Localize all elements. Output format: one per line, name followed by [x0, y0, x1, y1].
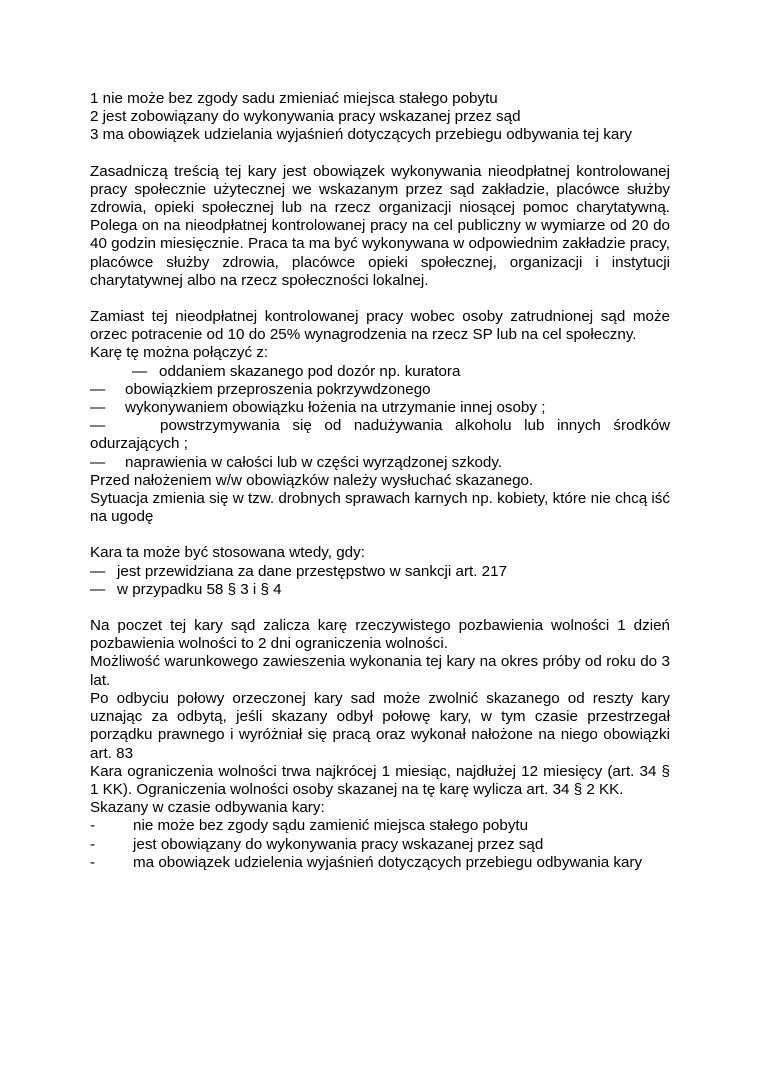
dash-bullet: — [90, 380, 106, 398]
combine-intro: Karę tę można połączyć z: [90, 344, 269, 362]
combine-item-text: wykonywaniem obowiązku łożenia na utrzymanie innej osoby ; [125, 399, 546, 417]
combine-item-text: oddaniem skazanego pod dozór np. kuratora [159, 362, 461, 380]
when-item [90, 581, 670, 599]
dash-bullet: — [90, 453, 106, 471]
when-intro: Kara ta może być stosowana wtedy, gdy: [90, 544, 365, 562]
during-item [90, 836, 670, 854]
during-intro: Skazany w czasie odbywania kary: [90, 799, 325, 817]
intro-line-3: 3 ma obowiązek udzielania wyjaśnień dotyczących przebiegu odbywania tej kary [90, 126, 632, 144]
combine-item [90, 417, 670, 435]
when-item-text: jest przewidziana za dane przestępstwo w sankcji art. 217 [117, 562, 508, 580]
paragraph-deduction: Zamiast tej nieodpłatnej kontrolowanej pracy wobec osoby zatrudnionej sąd może orzec potracenie od 10 do 25% wynagrodzenia na rzecz SP lub na cel społeczny. [90, 308, 670, 344]
dash-bullet: — [90, 580, 106, 598]
during-item [90, 817, 670, 835]
combine-item-text: powstrzymywania się od nadużywania alkoholu lub innych środków [160, 417, 670, 435]
paragraph-essence: Zasadniczą treścią tej kary jest obowiązek wykonywania nieodpłatnej kontrolowanej pracy społecznie użytecznej we wskazanym przez sąd zakładzie, placówce służby zdrowia, opieki społecznej lub na rzecz organizacji niosącej pomoc charytatywną. Polega on na nieodpłatnej kontrolowanej pracy na cel publiczny w wymiarze od 20 do 40 godzin miesięcznie. Praca ta ma być wykonywana w odpowiednim zakładzie pracy, placówce służby zdrowia, placówce opieki społecznej, organizacji i instytucji charytatywnej albo na rzecz społeczności lokalnej. [90, 162, 670, 289]
dash-bullet: — [90, 562, 106, 580]
combine-item [90, 454, 670, 472]
combine-item [90, 363, 670, 381]
dash-bullet: — [90, 417, 106, 435]
dash-bullet: — [132, 362, 148, 380]
combine-item-text: obowiązkiem przeproszenia pokrzywdzonego [125, 380, 431, 398]
combine-item-text: naprawienia w całości lub w części wyrządzonej szkody. [125, 453, 503, 471]
paragraph-situation: Sytuacja zmienia się w tzw. drobnych sprawach karnych np. kobiety, które nie chcą iść na ugodę [90, 490, 670, 526]
combine-item-continuation: odurzających ; [90, 435, 188, 453]
paragraph-release: Po odbyciu połowy orzeczonej kary sad może zwolnić skazanego od reszty kary uznając za odbytą, jeśli skazany odbył połowę kary, w tym czasie przestrzegał porządku prawnego i wyróżniał się pracą oraz wykonał nałożone na niego obowiązki art. 83 [90, 689, 670, 762]
paragraph-credit: Na poczet tej kary sąd zalicza karę rzeczywistego pozbawienia wolności 1 dzień pozbawienia wolności to 2 dni ograniczenia wolności. [90, 617, 670, 653]
paragraph-suspension: Możliwość warunkowego zawieszenia wykonania tej kary na okres próby od roku do 3 lat. [90, 653, 670, 689]
when-item [90, 563, 670, 581]
hyphen-bullet: - [90, 817, 96, 835]
during-item-text: nie może bez zgody sądu zamienić miejsca stałego pobytu [133, 817, 529, 835]
hyphen-bullet: - [90, 853, 96, 871]
when-item-text: w przypadku 58 § 3 i § 4 [117, 580, 282, 598]
combine-item [90, 381, 670, 399]
during-item-text: ma obowiązek udzielenia wyjaśnień dotyczących przebiegu odbywania kary [133, 853, 643, 871]
intro-line-2: 2 jest zobowiązany do wykonywania pracy wskazanej przez sąd [90, 108, 521, 126]
dash-bullet: — [90, 399, 106, 417]
during-item [90, 854, 670, 872]
paragraph-duration: Kara ograniczenia wolności trwa najkrócej 1 miesiąc, najdłużej 12 miesięcy (art. 34 § 1 KK). Ograniczenia wolności osoby skazanej na tę karę wylicza art. 34 § 2 KK. [90, 762, 670, 798]
intro-line-1: 1 nie może bez zgody sadu zmieniać miejsca stałego pobytu [90, 90, 498, 107]
hyphen-bullet: - [90, 835, 96, 853]
document-page [90, 90, 670, 872]
before-duties-line: Przed nałożeniem w/w obowiązków należy wysłuchać skazanego. [90, 471, 534, 489]
combine-item [90, 399, 670, 417]
during-item-text: jest obowiązany do wykonywania pracy wskazanej przez sąd [133, 835, 544, 853]
